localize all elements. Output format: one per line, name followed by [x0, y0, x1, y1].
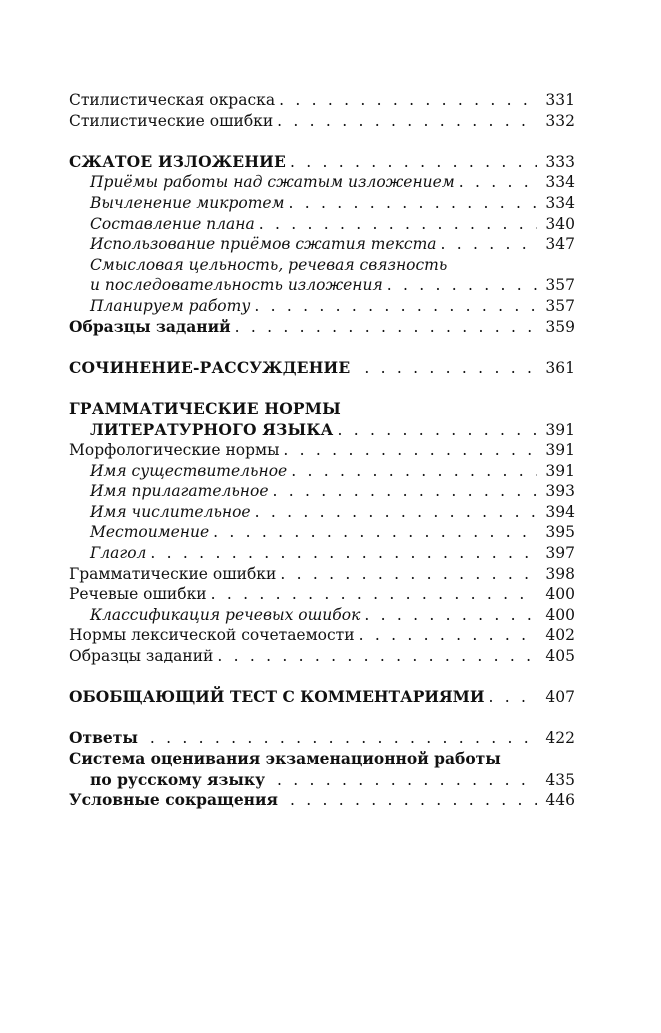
toc-section-heading [69, 399, 575, 420]
dot-leader [291, 461, 537, 482]
dot-leader [364, 358, 537, 379]
toc-entry [69, 646, 575, 667]
dot-leader [489, 687, 538, 708]
dot-leader [273, 481, 537, 502]
toc-entry-title: Смысловая цельность, речевая связность [90, 255, 448, 274]
toc-entry-page: 446 [545, 791, 575, 810]
toc-entry-page: 332 [545, 111, 575, 130]
toc-entry-title: СОЧИНЕНИЕ-РАССУЖДЕНИЕ [69, 357, 351, 377]
toc-entry [69, 193, 575, 214]
toc-entry [69, 90, 575, 111]
toc-section-heading [69, 358, 575, 379]
toc-entry [69, 481, 575, 502]
toc-entry-title: Планируем работу [90, 296, 251, 315]
toc-entry-page: 391 [545, 461, 575, 480]
toc-entry-page: 422 [545, 729, 575, 748]
toc-entry-title: Имя числительное [90, 502, 251, 521]
dot-leader [459, 172, 537, 193]
toc-entry-page: 333 [545, 152, 575, 171]
dot-leader [235, 317, 537, 338]
toc-entry-title: и последовательность изложения [90, 276, 383, 295]
toc-section-heading [69, 152, 575, 173]
toc-entry-page: 400 [545, 605, 575, 624]
toc-entry-title: Морфологические нормы [69, 441, 280, 460]
toc-entry-title: Условные сокращения [69, 790, 278, 810]
toc-entry [69, 564, 575, 585]
toc-entry [69, 461, 575, 482]
toc-entry-title: Местоимение [90, 523, 210, 542]
toc-entry-title: Речевые ошибки [69, 585, 207, 604]
toc-entry [69, 214, 575, 235]
toc-entry-title: Ответы [69, 728, 138, 748]
toc-entry-title: ОБОБЩАЮЩИЙ ТЕСТ С КОММЕНТАРИЯМИ [69, 687, 485, 707]
toc-entry-title: Стилистическая окраска [69, 91, 276, 109]
toc-entry-title: Нормы лексической сочетаемости [69, 626, 355, 645]
toc-entry-page: 361 [545, 358, 575, 377]
toc-entry-title: Составление плана [90, 214, 255, 233]
toc-entry [69, 522, 575, 543]
toc-entry-title: Глагол [90, 544, 147, 563]
toc-section-heading [69, 687, 575, 708]
dot-leader [254, 296, 537, 317]
dot-leader [279, 90, 537, 111]
toc-entry-title: по русскому языку [90, 769, 266, 789]
dot-leader [213, 522, 537, 543]
toc-entry [69, 625, 575, 646]
toc-entry-page: 357 [545, 296, 575, 315]
toc-entry-title: ЛИТЕРАТУРНОГО ЯЗЫКА [90, 419, 334, 439]
table-of-contents [69, 90, 575, 811]
toc-entry-page: 407 [545, 688, 575, 707]
toc-entry-page: 405 [545, 647, 575, 666]
toc-entry-title: Грамматические ошибки [69, 564, 277, 583]
dot-leader [387, 275, 537, 296]
dot-leader [364, 605, 537, 626]
toc-entry-title: Использование приёмов сжатия текста [90, 235, 437, 254]
toc-entry-page: 391 [545, 420, 575, 439]
toc-section-heading [69, 420, 575, 441]
dot-leader [217, 646, 537, 667]
toc-entry-title: СЖАТОЕ ИЗЛОЖЕНИЕ [69, 151, 287, 171]
dot-leader [338, 420, 538, 441]
toc-entry-page: 340 [545, 214, 575, 233]
toc-entry-title: Образцы заданий [69, 316, 231, 336]
dot-leader [290, 152, 537, 173]
dot-leader [359, 625, 537, 646]
dot-leader [277, 111, 537, 132]
toc-entry-page: 331 [545, 91, 575, 109]
toc-entry-page: 347 [545, 235, 575, 254]
toc-entry-page: 394 [545, 502, 575, 521]
toc-entry-page: 359 [545, 317, 575, 336]
toc-entry-title: Система оценивания экзаменационной работы [69, 749, 501, 768]
toc-entry-page: 398 [545, 564, 575, 583]
toc-entry [69, 584, 575, 605]
dot-leader [290, 790, 537, 811]
toc-entry [69, 790, 575, 811]
toc-entry [69, 749, 575, 770]
toc-entry-title: Образцы заданий [69, 647, 214, 666]
dot-leader [280, 564, 537, 585]
toc-entry [69, 440, 575, 461]
toc-entry-page: 334 [545, 193, 575, 212]
dot-leader [150, 728, 537, 749]
toc-entry [69, 275, 575, 296]
toc-entry-title: Стилистические ошибки [69, 111, 274, 130]
dot-leader [441, 234, 537, 255]
dot-leader [283, 440, 537, 461]
toc-entry-page: 400 [545, 585, 575, 604]
toc-entry [69, 234, 575, 255]
toc-entry [69, 728, 575, 749]
toc-entry [69, 605, 575, 626]
toc-entry-page: 402 [545, 626, 575, 645]
toc-entry-page: 435 [545, 770, 575, 789]
dot-leader [288, 193, 537, 214]
toc-entry-page: 393 [545, 482, 575, 501]
dot-leader [259, 214, 537, 235]
toc-entry [69, 543, 575, 564]
toc-entry [69, 172, 575, 193]
toc-entry-page: 395 [545, 523, 575, 542]
toc-entry [69, 317, 575, 338]
toc-entry-title: Приёмы работы над сжатым изложением [90, 173, 455, 192]
dot-leader [150, 543, 537, 564]
dot-leader [255, 502, 537, 523]
toc-entry-page: 397 [545, 544, 575, 563]
toc-entry [69, 111, 575, 132]
toc-entry-title: ГРАММАТИЧЕСКИЕ НОРМЫ [69, 398, 341, 418]
toc-entry [69, 296, 575, 317]
toc-entry-page: 357 [545, 276, 575, 295]
toc-entry-title: Имя прилагательное [90, 482, 269, 501]
toc-entry [69, 255, 575, 276]
toc-entry-page: 391 [545, 441, 575, 460]
toc-entry [69, 502, 575, 523]
toc-entry-page: 334 [545, 173, 575, 192]
toc-entry-title: Имя существительное [90, 461, 288, 480]
toc-entry-title: Классификация речевых ошибок [90, 605, 361, 624]
toc-entry [69, 770, 575, 791]
dot-leader [211, 584, 537, 605]
dot-leader [277, 770, 537, 791]
toc-entry-title: Вычленение микротем [90, 193, 285, 212]
